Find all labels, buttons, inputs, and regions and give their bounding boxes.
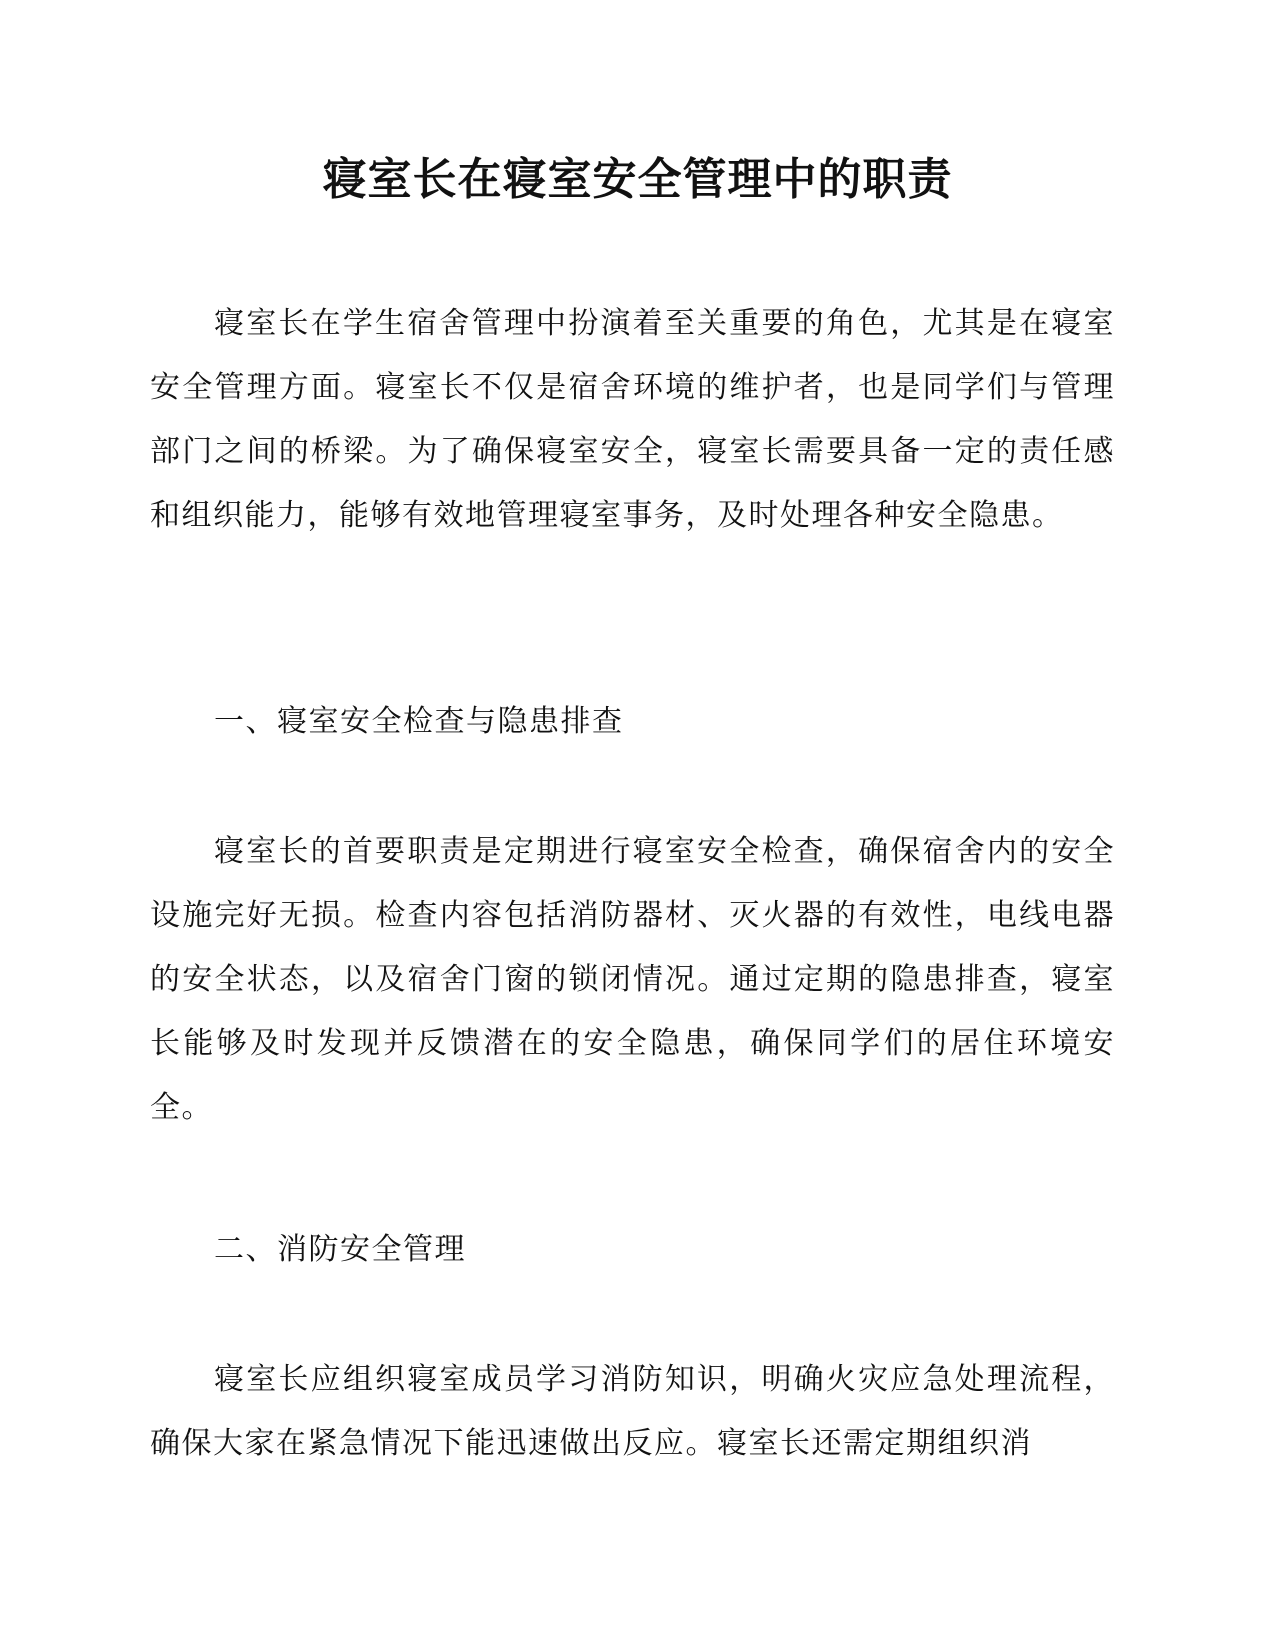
document-title: 寝室长在寝室安全管理中的职责 xyxy=(322,154,953,205)
section-heading-1: 一、寝室安全检查与隐患排查 xyxy=(214,704,624,739)
section-heading-2: 二、消防安全管理 xyxy=(214,1232,466,1267)
section-body-2: 寝室长应组织寝室成员学习消防知识，明确火灾应急处理流程，确保大家在紧急情况下能迅速做出反应。寝室长还需定期组织消 xyxy=(150,1362,1115,1461)
section-body-1: 寝室长的首要职责是定期进行寝室安全检查，确保宿舍内的安全设施完好无损。检查内容包括消防器材、灭火器的有效性，电线电器的安全状态，以及宿舍门窗的锁闭情况。通过定期的隐患排查，寝室长能够及时发现并反馈潜在的安全隐患，确保同学们的居住环境安全。 xyxy=(150,834,1115,1125)
intro-paragraph: 寝室长在学生宿舍管理中扮演着至关重要的角色，尤其是在寝室安全管理方面。寝室长不仅是宿舍环境的维护者，也是同学们与管理部门之间的桥梁。为了确保寝室安全，寝室长需要具备一定的责任感和组织能力，能够有效地管理寝室事务，及时处理各种安全隐患。 xyxy=(150,306,1115,533)
